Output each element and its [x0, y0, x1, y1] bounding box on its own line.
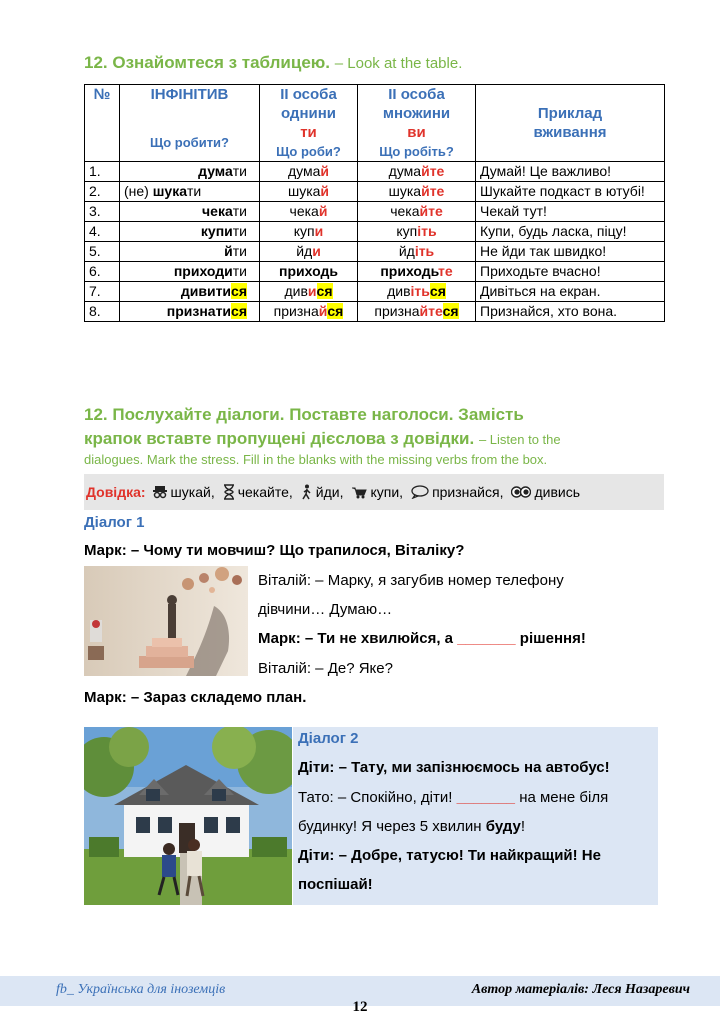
plural-ending: те [438, 263, 453, 279]
reference-item-buy [351, 484, 403, 500]
dialog1-line2: Віталій: – Марку, я загубив номер телефону [258, 572, 564, 589]
dialog1-line4-start: Марк: – Ти не хвилюйся, а [258, 630, 454, 647]
cell-infinitive [120, 222, 260, 242]
plural-stem: куп [396, 223, 418, 239]
cell-num: 4. [85, 222, 120, 242]
plural-stem: шука [388, 183, 422, 199]
dialog2-line1: Діти: – Тату, ми запізнюємось на автобус! [298, 759, 610, 776]
singular-ending: й [320, 183, 330, 199]
cell-plural [358, 202, 476, 222]
cell-singular [260, 262, 358, 282]
infinitive-ending: ти [186, 183, 202, 199]
singular-stem: шука [287, 183, 321, 199]
cell-singular [260, 242, 358, 262]
singular-ending: й [320, 163, 330, 179]
reference-item-go [301, 484, 344, 500]
cell-plural [358, 182, 476, 202]
cell-num: 6. [85, 262, 120, 282]
singular-stem: куп [293, 223, 315, 239]
cell-infinitive [120, 302, 260, 322]
reference-item-confess [411, 484, 503, 500]
dialog2-line4: Діти: – Добре, татусю! Ти найкращий! Не [298, 847, 601, 864]
singular-reflexive: ся [327, 303, 344, 319]
plural-ending: йте [419, 303, 443, 319]
header-infinitive-label: ІНФІНІТИВ [150, 86, 229, 103]
cell-infinitive [120, 242, 260, 262]
cell-example: Признайся, хто вона. [476, 302, 665, 322]
plural-stem: призна [374, 303, 420, 319]
task1-heading [84, 53, 462, 73]
header-plural [358, 85, 476, 162]
header-singular-question: Що роби? [276, 144, 341, 159]
infinitive-ending: ти [232, 163, 247, 179]
infinitive-ending: ся [231, 283, 247, 299]
dialog1-blank[interactable]: _______ [457, 630, 516, 647]
infinitive-ending: ти [232, 203, 247, 219]
task2-subtitle-line2: dialogues. Mark the stress. Fill in the blanks with the missing verbs from the box. [84, 452, 548, 467]
singular-stem: йд [296, 243, 313, 259]
infinitive-ending: ти [232, 243, 247, 259]
reference-word: шукай, [170, 484, 215, 500]
cell-singular [260, 162, 358, 182]
cell-plural [358, 302, 476, 322]
reference-word: купи, [370, 484, 404, 500]
cell-num: 7. [85, 282, 120, 302]
cell-plural [358, 222, 476, 242]
cell-singular [260, 282, 358, 302]
cell-num: 1. [85, 162, 120, 182]
header-singular [260, 85, 358, 162]
header-example [476, 85, 665, 162]
dialog2-line2-start: Тато: – Спокійно, діти! [298, 789, 453, 806]
reference-label: Довідка: [86, 484, 146, 500]
shopping-icon [351, 485, 367, 499]
dialog1-line6: Марк: – Зараз складемо план. [84, 689, 307, 706]
cell-plural [358, 282, 476, 302]
cell-num: 3. [85, 202, 120, 222]
cell-singular [260, 182, 358, 202]
footer-left: fb_ Українська для іноземців [56, 982, 226, 997]
cell-example: Дивіться на екран. [476, 282, 665, 302]
task2-heading [84, 403, 674, 468]
cell-singular [260, 202, 358, 222]
infinitive-stem: дивити [180, 283, 232, 299]
eyes-icon [511, 485, 531, 499]
reference-item-look [511, 484, 580, 500]
table-row [85, 182, 665, 202]
plural-stem: приходь [380, 263, 439, 279]
plural-stem: див [387, 283, 411, 299]
plural-ending: йте [421, 183, 445, 199]
dialog2-line3-bold: буду [485, 818, 521, 835]
reference-word: чекайте, [237, 484, 293, 500]
page-number: 12 [352, 999, 368, 1015]
dialog2-line3 [298, 818, 525, 835]
reference-item-wait [223, 484, 293, 500]
cell-plural [358, 162, 476, 182]
dialog2-title: Діалог 2 [298, 730, 359, 747]
reference-box [84, 474, 664, 510]
house-children-image [84, 727, 292, 905]
table-row [85, 242, 665, 262]
cell-infinitive [120, 282, 260, 302]
cell-infinitive [120, 162, 260, 182]
infinitive-stem: чека [202, 203, 233, 219]
plural-reflexive: ся [442, 303, 459, 319]
cell-singular [260, 302, 358, 322]
singular-stem: чека [289, 203, 319, 219]
cell-example: Приходьте вчасно! [476, 262, 665, 282]
reference-item-search [152, 484, 215, 500]
cell-plural [358, 242, 476, 262]
reference-word: дивись [534, 484, 581, 500]
task2-subtitle-line1: – Listen to the [478, 432, 561, 447]
singular-ending: й [318, 203, 328, 219]
dialog2-line2 [298, 789, 608, 806]
task1-subtitle: – Look at the table. [334, 55, 463, 72]
reference-word: признайся, [432, 484, 504, 500]
plural-reflexive: ся [429, 283, 446, 299]
reference-word: йди, [315, 484, 344, 500]
cell-num: 5. [85, 242, 120, 262]
dialog1-line4 [258, 630, 586, 647]
dialog1-line5: Віталій: – Де? Яке? [258, 660, 393, 677]
header-plural-pronoun: ви [407, 124, 426, 141]
header-singular-line2: однини [280, 105, 337, 122]
dialog1-title: Діалог 1 [84, 514, 145, 531]
singular-ending: и [314, 223, 324, 239]
infinitive-stem: признати [166, 303, 232, 319]
header-plural-line2: множини [382, 105, 451, 122]
cell-num: 8. [85, 302, 120, 322]
singular-stem: дума [287, 163, 321, 179]
dialog2-line5: поспішай! [298, 876, 373, 893]
footer-author-name: Леся Назаревич [592, 982, 690, 997]
infinitive-stem: й [224, 243, 233, 259]
cell-infinitive [120, 262, 260, 282]
dialog2-blank[interactable]: _______ [456, 789, 516, 806]
table-row [85, 162, 665, 182]
dialog2-line3-start: будинку! Я через 5 хвилин [298, 818, 482, 835]
plural-ending: іть [410, 283, 430, 299]
header-plural-line1: ІІ особа [388, 86, 445, 103]
dialog2-line2-end: на мене біля [519, 789, 609, 806]
infinitive-stem: приходи [173, 263, 233, 279]
cell-example: Думай! Це важливо! [476, 162, 665, 182]
infinitive-prefix: (не) [124, 183, 153, 199]
cell-example: Шукайте подкаст в ютубі! [476, 182, 665, 202]
plural-stem: дума [388, 163, 422, 179]
infinitive-ending: ся [231, 303, 247, 319]
task2-title-line2: крапок вставте пропущені дієслова з довідки. [84, 429, 475, 448]
plural-ending: іть [417, 223, 437, 239]
detective-icon [152, 484, 168, 500]
plural-stem: йд [398, 243, 415, 259]
dialog1-line1: Марк: – Чому ти мовчиш? Що трапилося, Віталіку? [84, 542, 465, 559]
cell-example: Купи, будь ласка, піцу! [476, 222, 665, 242]
cell-infinitive [120, 202, 260, 222]
verb-table [84, 84, 665, 322]
header-example-line1: Приклад [537, 105, 603, 122]
header-infinitive [120, 85, 260, 162]
infinitive-stem: шука [152, 183, 187, 199]
plural-ending: йте [419, 203, 443, 219]
infinitive-stem: дума [198, 163, 233, 179]
walking-person-icon [301, 484, 313, 500]
singular-ending: й [318, 303, 328, 319]
plural-ending: іть [414, 243, 435, 259]
infinitive-ending: ти [232, 223, 247, 239]
cell-infinitive [120, 182, 260, 202]
thinking-man-image [84, 566, 248, 676]
cell-plural [358, 262, 476, 282]
speech-bubble-icon [411, 485, 429, 499]
table-header-row [85, 85, 665, 162]
dialog2-line3-end: ! [520, 818, 526, 835]
header-singular-pronoun: ти [300, 124, 317, 141]
infinitive-ending: ти [232, 263, 247, 279]
plural-ending: йте [421, 163, 445, 179]
singular-stem: приходь [279, 263, 338, 279]
table-row [85, 222, 665, 242]
dialog1-line3: дівчини… Думаю… [258, 601, 393, 618]
singular-stem: призна [273, 303, 319, 319]
table-row [85, 302, 665, 322]
infinitive-stem: купи [200, 223, 233, 239]
cell-singular [260, 222, 358, 242]
hourglass-icon [223, 484, 235, 500]
header-plural-question: Що робіть? [379, 144, 454, 159]
plural-stem: чека [390, 203, 420, 219]
header-infinitive-question: Що робити? [149, 135, 229, 150]
footer-author-label: Автор матеріалів: [471, 982, 589, 997]
table-row [85, 262, 665, 282]
singular-ending: и [312, 243, 321, 259]
cell-num: 2. [85, 182, 120, 202]
task1-title: 12. Ознайомтеся з таблицею. [84, 53, 331, 72]
header-example-line2: вживання [533, 124, 607, 141]
singular-ending: и [307, 283, 317, 299]
header-num: № [85, 85, 120, 162]
cell-example: Чекай тут! [476, 202, 665, 222]
task2-title-line1: 12. Послухайте діалоги. Поставте наголоси. Замість [84, 405, 524, 424]
table-row [85, 202, 665, 222]
cell-example: Не йди так швидко! [476, 242, 665, 262]
table-row [85, 282, 665, 302]
footer-right [472, 982, 690, 998]
header-singular-line1: ІІ особа [280, 86, 337, 103]
singular-stem: див [284, 283, 308, 299]
dialog1-line4-end: рішення! [519, 630, 586, 647]
singular-reflexive: ся [316, 283, 333, 299]
